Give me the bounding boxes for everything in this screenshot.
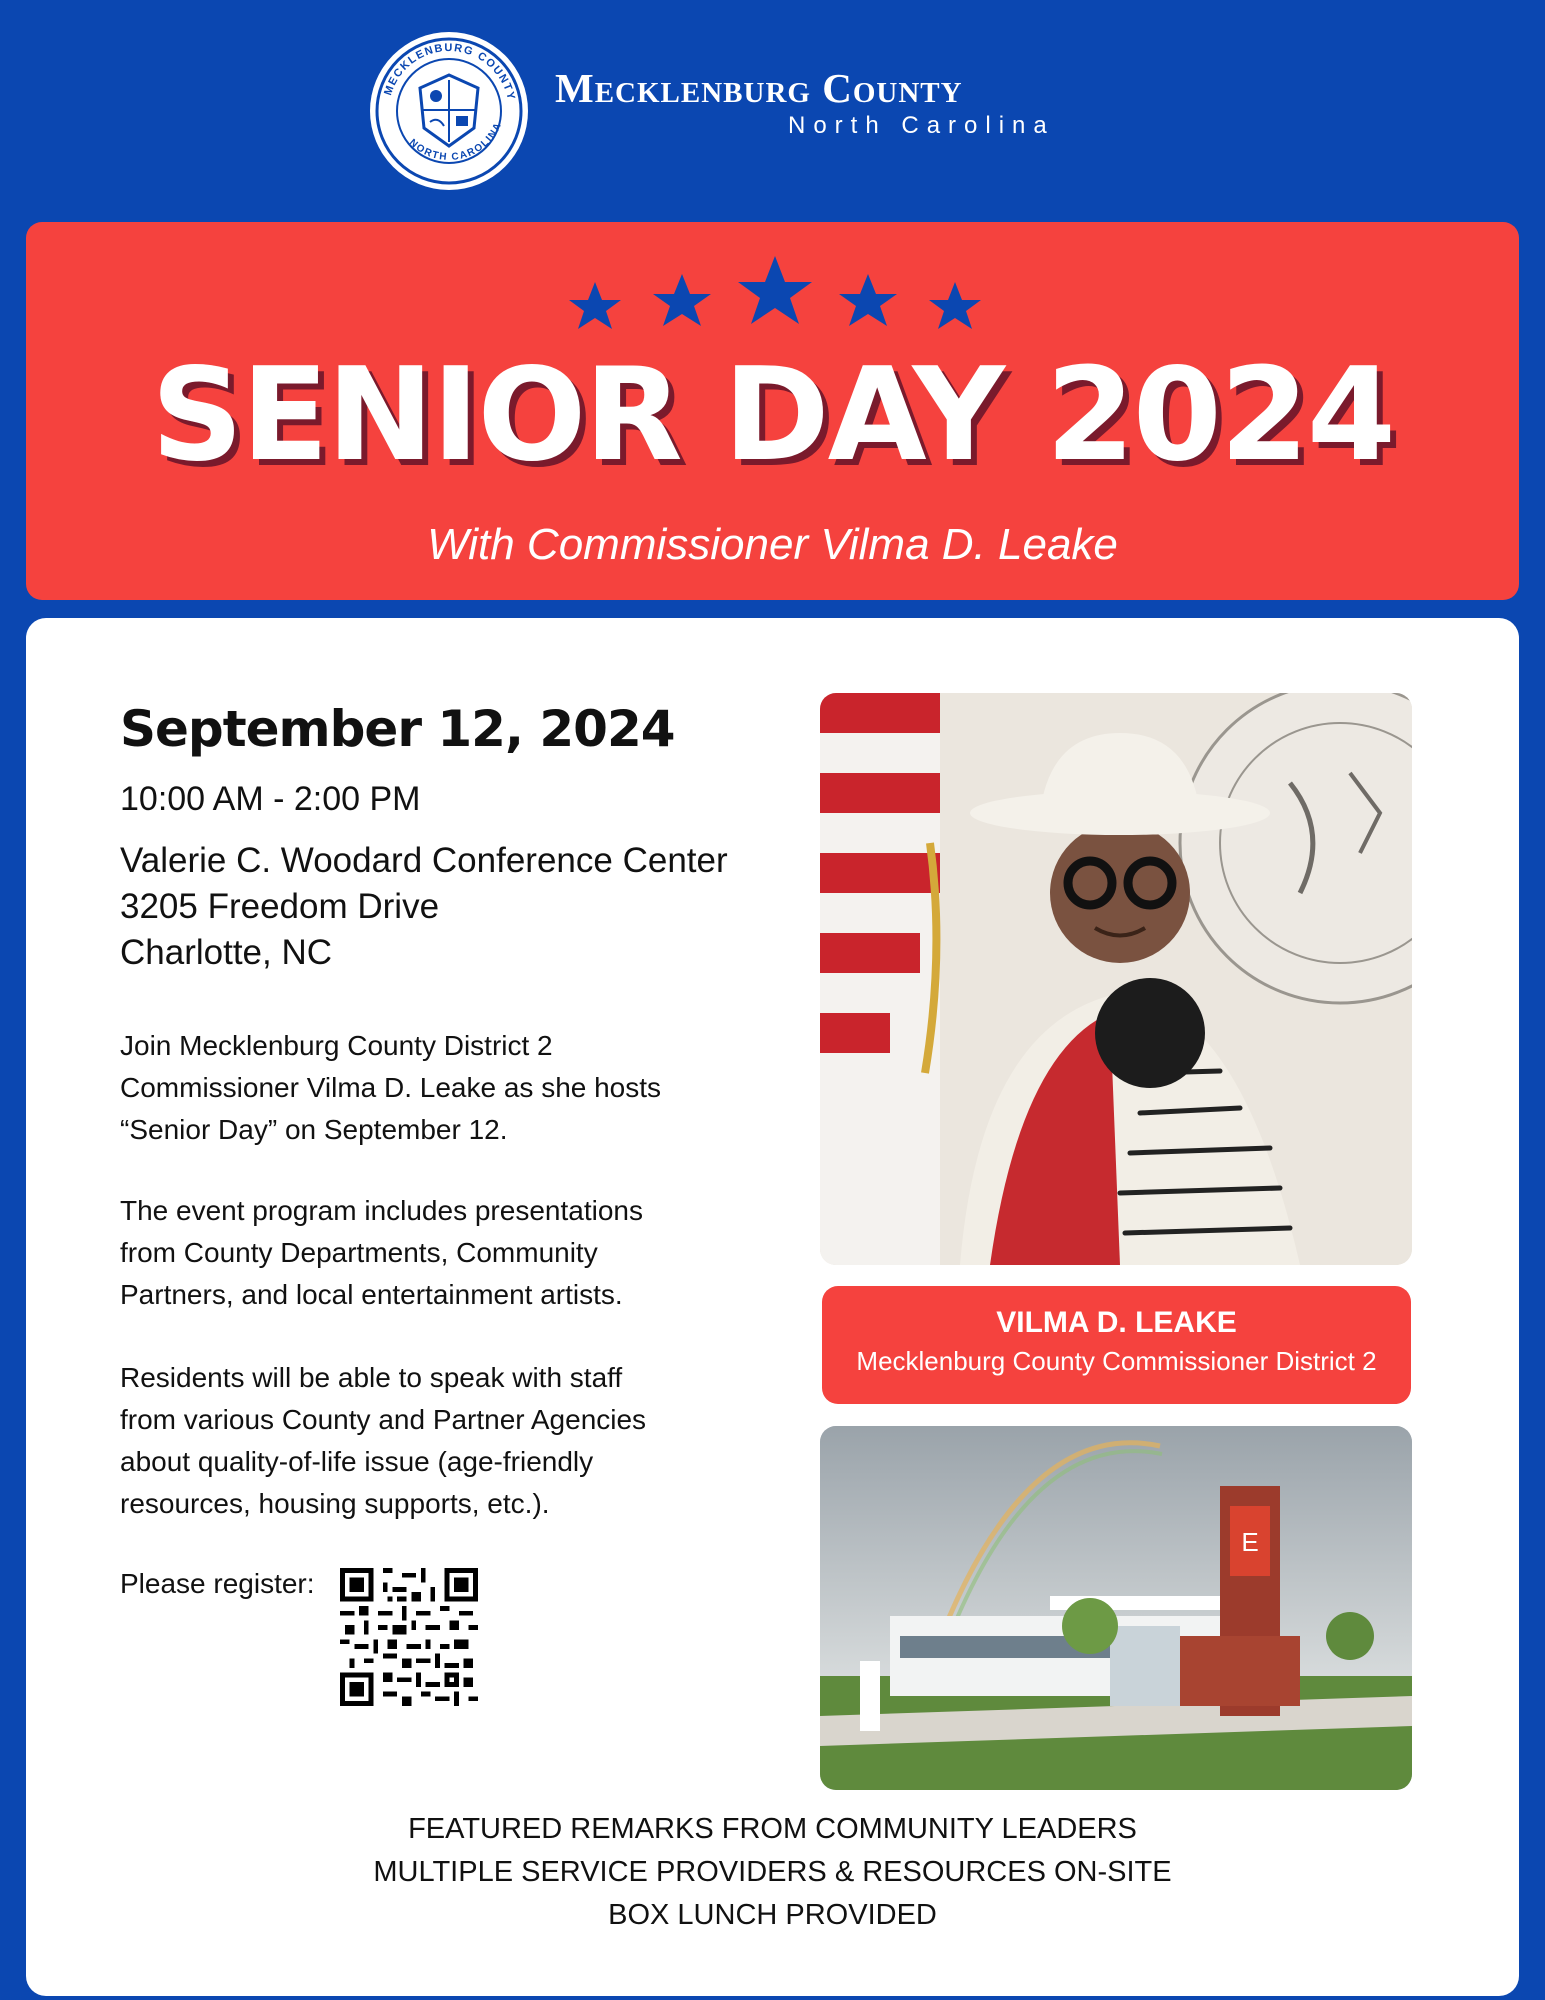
commissioner-name-card: [822, 1286, 1411, 1404]
residents-paragraph: Residents will be able to speak with staff from various County and Partner Agencies about quality-of-life issue (age-friendly resources, housing supports, etc.).: [120, 1362, 647, 1519]
features-list: [0, 1808, 1545, 1937]
county-seal-logo: [368, 30, 530, 192]
register-label: Please register:: [120, 1568, 315, 1599]
commissioner-name: VILMA D. LEAKE: [996, 1306, 1237, 1339]
registration-qr-code[interactable]: [340, 1568, 478, 1706]
building-sign: E: [1241, 1527, 1259, 1557]
conference-center-image: [820, 1426, 1412, 1790]
event-date: September 12, 2024: [120, 700, 675, 758]
feature-item: FEATURED REMARKS FROM COMMUNITY LEADERS: [408, 1813, 1137, 1845]
svg-text:MECKLENBURG COUNTY: MECKLENBURG COUNTY: [382, 41, 518, 103]
star-icon: [653, 274, 711, 326]
star-icon: [738, 256, 812, 324]
county-name: Mecklenburg County: [555, 65, 963, 111]
event-time: 10:00 AM - 2:00 PM: [120, 780, 421, 818]
star-icon: [839, 274, 897, 326]
svg-text:NORTH CAROLINA: NORTH CAROLINA: [406, 120, 505, 164]
event-venue: [120, 838, 728, 976]
event-title: SENIOR DAY 2024: [151, 341, 1394, 490]
star-icon: [569, 282, 621, 329]
feature-item: MULTIPLE SERVICE PROVIDERS & RESOURCES ON-SITE: [373, 1856, 1172, 1888]
us-flag-graphic: [820, 693, 940, 1265]
venue-street: 3205 Freedom Drive: [120, 887, 440, 926]
event-subtitle: With Commissioner Vilma D. Leake: [427, 520, 1118, 569]
program-paragraph: The event program includes presentations from County Departments, Community Partners, and local entertainment artists.: [120, 1195, 643, 1310]
stars-decoration: [560, 252, 990, 352]
venue-photo: [820, 1426, 1412, 1790]
venue-city: Charlotte, NC: [120, 933, 333, 972]
venue-name: Valerie C. Woodard Conference Center: [120, 841, 728, 880]
commissioner-role: Mecklenburg County Commissioner District 2: [856, 1346, 1377, 1376]
commissioner-portrait-image: [820, 693, 1412, 1265]
commissioner-photo: [820, 693, 1412, 1265]
intro-paragraph: Join Mecklenburg County District 2 Commissioner Vilma D. Leake as she hosts “Senior Day” on September 12.: [120, 1030, 662, 1145]
feature-item: BOX LUNCH PROVIDED: [608, 1899, 937, 1931]
header: [0, 0, 1545, 220]
star-icon: [929, 282, 981, 329]
county-state: North Carolina: [788, 112, 1055, 139]
